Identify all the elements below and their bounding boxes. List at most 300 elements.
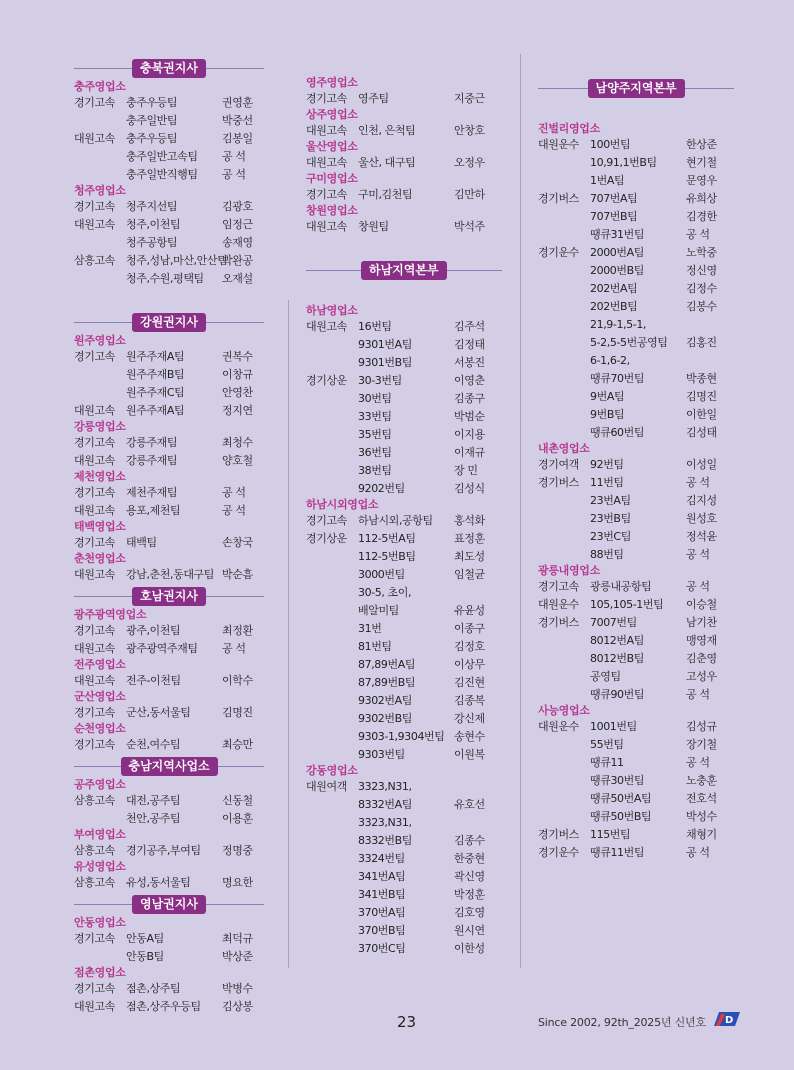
office-title: 전주영업소 — [74, 658, 126, 671]
staff-row — [306, 390, 502, 408]
manager-cell: 곽신영 — [454, 870, 485, 883]
team-cell: 충주우등팀 — [126, 132, 178, 145]
staff-row — [306, 122, 502, 140]
kd-logo-icon — [714, 1012, 740, 1026]
team-cell: 9번A팀 — [590, 390, 625, 403]
team-cell: 341번B팀 — [358, 888, 406, 901]
office-title: 원주영업소 — [74, 334, 126, 347]
office-title: 태백영업소 — [74, 520, 126, 533]
manager-cell: 김봉수 — [686, 300, 717, 313]
manager-cell: 지중근 — [454, 92, 485, 105]
team-cell: 3323,N31, — [358, 780, 412, 793]
staff-row — [306, 850, 502, 868]
team-cell: 1001번팀 — [590, 720, 637, 733]
region-title: 호남권지사 — [132, 587, 206, 606]
team-cell: 땡큐60번팀 — [590, 426, 645, 439]
office-title: 순천영업소 — [74, 722, 126, 735]
team-cell: 10,91,1번B팀 — [590, 156, 657, 169]
team-cell: 2000번B팀 — [590, 264, 644, 277]
team-cell: 원주주재A팀 — [126, 404, 185, 417]
manager-cell: 원성호 — [686, 512, 717, 525]
staff-row — [538, 352, 734, 370]
region-header — [306, 261, 502, 280]
team-cell: 30번팀 — [358, 392, 392, 405]
company-cell: 경기버스 — [538, 616, 579, 629]
manager-cell: 장 민 — [454, 464, 478, 477]
staff-row — [74, 792, 264, 810]
manager-cell: 임철균 — [454, 568, 485, 581]
staff-row — [306, 426, 502, 444]
manager-cell: 김종구 — [454, 392, 485, 405]
manager-cell: 원시연 — [454, 924, 485, 937]
manager-cell: 박순흠 — [222, 568, 253, 581]
staff-row — [538, 492, 734, 510]
team-cell: 충주일반직행팀 — [126, 168, 198, 181]
staff-row — [306, 868, 502, 886]
staff-row — [306, 530, 502, 548]
manager-cell: 박석주 — [454, 220, 485, 233]
office-title: 상주영업소 — [306, 108, 358, 121]
staff-row — [306, 638, 502, 656]
staff-row — [538, 632, 734, 650]
manager-cell: 송재영 — [222, 236, 253, 249]
staff-row — [306, 318, 502, 336]
staff-row — [74, 270, 264, 288]
staff-row — [74, 704, 264, 722]
staff-row — [538, 388, 734, 406]
manager-cell: 유윤성 — [454, 604, 485, 617]
team-cell: 30-3번팀 — [358, 374, 402, 387]
team-cell: 88번팀 — [590, 548, 624, 561]
company-cell: 대원고속 — [306, 320, 347, 333]
staff-row — [538, 154, 734, 172]
manager-cell: 김상봉 — [222, 1000, 253, 1013]
staff-row — [538, 826, 734, 844]
company-cell: 대원고속 — [74, 504, 115, 517]
manager-cell: 공 석 — [686, 756, 710, 769]
column-divider-left — [288, 300, 289, 968]
team-cell: 105,105-1번팀 — [590, 598, 664, 611]
team-cell: 21,9-1,5-1, — [590, 318, 647, 331]
staff-row — [74, 622, 264, 640]
manager-cell: 박중선 — [222, 114, 253, 127]
office-title: 하남시외영업소 — [306, 498, 379, 511]
manager-cell: 최승만 — [222, 738, 253, 751]
manager-cell: 김정호 — [454, 640, 485, 653]
manager-cell: 고성우 — [686, 670, 717, 683]
team-cell: 87,89번B팀 — [358, 676, 416, 689]
manager-cell: 이한일 — [686, 408, 717, 421]
company-cell: 대원고속 — [74, 404, 115, 417]
office-title: 강동영업소 — [306, 764, 358, 777]
staff-row — [74, 112, 264, 130]
team-cell: 23번A팀 — [590, 494, 631, 507]
team-cell: 땡큐50번A팀 — [590, 792, 652, 805]
manager-cell: 김정수 — [686, 282, 717, 295]
team-cell: 안동B팀 — [126, 950, 164, 963]
team-cell: 땡큐30번팀 — [590, 774, 645, 787]
team-cell: 청주,수원,평택팀 — [126, 272, 204, 285]
company-cell: 대원고속 — [306, 124, 347, 137]
staff-row — [74, 166, 264, 184]
manager-cell: 맹영재 — [686, 634, 717, 647]
manager-cell: 공 석 — [222, 168, 246, 181]
staff-row — [74, 130, 264, 148]
staff-row — [538, 262, 734, 280]
company-cell: 경기고속 — [306, 188, 347, 201]
office-title: 유성영업소 — [74, 860, 126, 873]
manager-cell: 최도성 — [454, 550, 485, 563]
team-cell: 제천주재팀 — [126, 486, 178, 499]
manager-cell: 박완공 — [222, 254, 253, 267]
staff-row — [538, 244, 734, 262]
team-cell: 창원팀 — [358, 220, 389, 233]
staff-row — [306, 462, 502, 480]
manager-cell: 권복수 — [222, 350, 253, 363]
team-cell: 용포,제천팀 — [126, 504, 181, 517]
office-title: 내촌영업소 — [538, 442, 590, 455]
team-cell: 청주지선팀 — [126, 200, 178, 213]
manager-cell: 남기찬 — [686, 616, 717, 629]
company-cell: 대원고속 — [306, 156, 347, 169]
manager-cell: 최청수 — [222, 436, 253, 449]
manager-cell: 이창규 — [222, 368, 253, 381]
office-title: 부여영업소 — [74, 828, 126, 841]
office-title: 하남영업소 — [306, 304, 358, 317]
manager-cell: 강신제 — [454, 712, 485, 725]
team-cell: 점촌,상주팀 — [126, 982, 181, 995]
team-cell: 31번 — [358, 622, 382, 635]
staff-row — [306, 746, 502, 764]
office-title: 충주영업소 — [74, 80, 126, 93]
manager-cell: 이성일 — [686, 458, 717, 471]
staff-row — [538, 316, 734, 334]
staff-row — [538, 456, 734, 474]
team-cell: 군산,동서울팀 — [126, 706, 191, 719]
team-cell: 인천, 은척팀 — [358, 124, 416, 137]
team-cell: 천안,공주팀 — [126, 812, 181, 825]
team-cell: 115번팀 — [590, 828, 631, 841]
company-cell: 경기여객 — [538, 458, 579, 471]
team-cell: 370번A팀 — [358, 906, 406, 919]
manager-cell: 노학중 — [686, 246, 717, 259]
manager-cell: 김성태 — [686, 426, 717, 439]
staff-row — [538, 718, 734, 736]
manager-cell: 노충훈 — [686, 774, 717, 787]
staff-row — [538, 510, 734, 528]
team-cell: 8012번A팀 — [590, 634, 644, 647]
team-cell: 원주주재A팀 — [126, 350, 185, 363]
region-header — [74, 313, 264, 332]
manager-cell: 손창국 — [222, 536, 253, 549]
staff-row — [306, 548, 502, 566]
company-cell: 경기고속 — [74, 350, 115, 363]
company-cell: 대원고속 — [306, 220, 347, 233]
staff-row — [74, 434, 264, 452]
team-cell: 3323,N31, — [358, 816, 412, 829]
office-title: 제천영업소 — [74, 470, 126, 483]
staff-row — [74, 216, 264, 234]
team-cell: 원주주재C팀 — [126, 386, 185, 399]
team-cell: 11번팀 — [590, 476, 624, 489]
team-cell: 6-1,6-2, — [590, 354, 630, 367]
team-cell: 112-5번A팀 — [358, 532, 416, 545]
staff-row — [538, 686, 734, 704]
manager-cell: 이영춘 — [454, 374, 485, 387]
staff-row — [538, 650, 734, 668]
team-cell: 배알미팀 — [358, 604, 399, 617]
staff-row — [74, 672, 264, 690]
team-cell: 땡큐11번팀 — [590, 846, 645, 859]
team-cell: 땡큐50번B팀 — [590, 810, 652, 823]
staff-row — [74, 842, 264, 860]
team-cell: 2000번A팀 — [590, 246, 644, 259]
team-cell: 92번팀 — [590, 458, 624, 471]
staff-row — [74, 998, 264, 1016]
manager-cell: 김홍진 — [686, 336, 717, 349]
staff-row — [74, 94, 264, 112]
team-cell: 5-2,5-5번공영팀 — [590, 336, 668, 349]
team-cell: 33번팀 — [358, 410, 392, 423]
manager-cell: 김성식 — [454, 482, 485, 495]
team-cell: 8012번B팀 — [590, 652, 644, 665]
office-title: 광릉내영업소 — [538, 564, 600, 577]
staff-row — [306, 336, 502, 354]
manager-cell: 김명진 — [686, 390, 717, 403]
spacer — [538, 100, 734, 122]
manager-cell: 전호석 — [686, 792, 717, 805]
office-title: 구미영업소 — [306, 172, 358, 185]
company-cell: 경기고속 — [74, 624, 115, 637]
team-cell: 16번팀 — [358, 320, 392, 333]
staff-row — [538, 772, 734, 790]
team-cell: 땡큐31번팀 — [590, 228, 645, 241]
spacer — [538, 54, 734, 76]
company-cell: 대원고속 — [74, 1000, 115, 1013]
company-cell: 경기고속 — [306, 92, 347, 105]
company-cell: 대원운수 — [538, 598, 579, 611]
region-header — [74, 59, 264, 78]
company-cell: 대원운수 — [538, 138, 579, 151]
manager-cell: 공 석 — [686, 580, 710, 593]
manager-cell: 정지연 — [222, 404, 253, 417]
team-cell: 충주일반팀 — [126, 114, 178, 127]
team-cell: 경기공주,부여팀 — [126, 844, 201, 857]
staff-row — [306, 922, 502, 940]
staff-row — [74, 384, 264, 402]
company-cell: 대원고속 — [74, 642, 115, 655]
company-cell: 대원고속 — [74, 132, 115, 145]
staff-row — [74, 148, 264, 166]
manager-cell: 채형기 — [686, 828, 717, 841]
staff-row — [538, 334, 734, 352]
company-cell: 대원고속 — [74, 218, 115, 231]
company-cell: 경기고속 — [74, 738, 115, 751]
staff-row — [74, 566, 264, 584]
office-title: 진벌리영업소 — [538, 122, 600, 135]
team-cell: 구미,김천팀 — [358, 188, 413, 201]
team-cell: 강릉주재팀 — [126, 454, 178, 467]
staff-row — [538, 528, 734, 546]
staff-row — [306, 710, 502, 728]
staff-row — [306, 832, 502, 850]
office-title: 청주영업소 — [74, 184, 126, 197]
manager-cell: 정신영 — [686, 264, 717, 277]
staff-row — [306, 602, 502, 620]
manager-cell: 이용훈 — [222, 812, 253, 825]
team-cell: 9번B팀 — [590, 408, 625, 421]
office-title: 영주영업소 — [306, 76, 358, 89]
manager-cell: 김정태 — [454, 338, 485, 351]
manager-cell: 김진현 — [454, 676, 485, 689]
team-cell: 9302번A팀 — [358, 694, 412, 707]
manager-cell: 정석윤 — [686, 530, 717, 543]
manager-cell: 김명진 — [222, 706, 253, 719]
spacer — [74, 288, 264, 310]
region-title: 남양주지역본부 — [588, 79, 685, 98]
office-title: 창원영업소 — [306, 204, 358, 217]
staff-row — [538, 136, 734, 154]
team-cell: 7007번팀 — [590, 616, 637, 629]
team-cell: 1번A팀 — [590, 174, 625, 187]
company-cell: 경기고속 — [74, 486, 115, 499]
company-cell: 삼흥고속 — [74, 254, 115, 267]
staff-row — [306, 354, 502, 372]
team-cell: 87,89번A팀 — [358, 658, 416, 671]
team-cell: 강남,춘천,동대구팀 — [126, 568, 215, 581]
company-cell: 경기고속 — [74, 932, 115, 945]
manager-cell: 김봉일 — [222, 132, 253, 145]
manager-cell: 이종구 — [454, 622, 485, 635]
staff-row — [538, 208, 734, 226]
staff-row — [74, 198, 264, 216]
column-3 — [538, 54, 734, 862]
company-cell: 대원고속 — [74, 568, 115, 581]
team-cell: 370번B팀 — [358, 924, 406, 937]
staff-row — [538, 172, 734, 190]
manager-cell: 홍석화 — [454, 514, 485, 527]
staff-row — [538, 474, 734, 492]
team-cell: 순천,여수팀 — [126, 738, 181, 751]
staff-row — [74, 452, 264, 470]
office-title: 사능영업소 — [538, 704, 590, 717]
staff-row — [74, 930, 264, 948]
office-title: 안동영업소 — [74, 916, 126, 929]
staff-row — [306, 480, 502, 498]
team-cell: 8332번A팀 — [358, 798, 412, 811]
svg-text:D: D — [725, 1015, 734, 1026]
staff-row — [74, 502, 264, 520]
manager-cell: 정명중 — [222, 844, 253, 857]
team-cell: 370번C팀 — [358, 942, 406, 955]
region-header — [74, 757, 264, 776]
staff-row — [74, 640, 264, 658]
region-header — [74, 587, 264, 606]
team-cell: 영주팀 — [358, 92, 389, 105]
team-cell: 광주광역주재팀 — [126, 642, 198, 655]
company-cell: 경기고속 — [74, 200, 115, 213]
manager-cell: 박종현 — [686, 372, 717, 385]
company-cell: 대원운수 — [538, 720, 579, 733]
manager-cell: 이상무 — [454, 658, 485, 671]
staff-row — [306, 904, 502, 922]
company-cell: 삼흥고속 — [74, 794, 115, 807]
manager-cell: 공 석 — [222, 642, 246, 655]
team-cell: 땡큐11 — [590, 756, 624, 769]
manager-cell: 현기철 — [686, 156, 717, 169]
team-cell: 23번B팀 — [590, 512, 631, 525]
manager-cell: 박범순 — [454, 410, 485, 423]
staff-row — [538, 596, 734, 614]
company-cell: 경기운수 — [538, 246, 579, 259]
team-cell: 땡큐90번팀 — [590, 688, 645, 701]
issue-label: Since 2002, 92th_2025년 신년호 — [538, 1016, 706, 1029]
manager-cell: 이한성 — [454, 942, 485, 955]
manager-cell: 오정우 — [454, 156, 485, 169]
manager-cell: 장기철 — [686, 738, 717, 751]
spacer — [306, 236, 502, 258]
office-title: 울산영업소 — [306, 140, 358, 153]
region-title: 강원권지사 — [132, 313, 206, 332]
office-title: 강릉영업소 — [74, 420, 126, 433]
manager-cell: 권영훈 — [222, 96, 253, 109]
manager-cell: 김춘영 — [686, 652, 717, 665]
company-cell: 삼흥고속 — [74, 844, 115, 857]
manager-cell: 이지용 — [454, 428, 485, 441]
manager-cell: 임정근 — [222, 218, 253, 231]
staff-row — [306, 620, 502, 638]
staff-row — [306, 154, 502, 172]
staff-row — [306, 728, 502, 746]
page-number: 23 — [397, 1013, 417, 1031]
team-cell: 36번팀 — [358, 446, 392, 459]
manager-cell: 김지성 — [686, 494, 717, 507]
team-cell: 707번A팀 — [590, 192, 638, 205]
team-cell: 9302번B팀 — [358, 712, 412, 725]
team-cell: 충주우등팀 — [126, 96, 178, 109]
team-cell: 81번팀 — [358, 640, 392, 653]
manager-cell: 공 석 — [222, 150, 246, 163]
staff-row — [74, 736, 264, 754]
manager-cell: 공 석 — [686, 846, 710, 859]
team-cell: 9202번팀 — [358, 482, 405, 495]
team-cell: 청주,성남,마산,안산팀 — [126, 254, 228, 267]
staff-row — [538, 736, 734, 754]
company-cell: 경기운수 — [538, 846, 579, 859]
staff-row — [306, 186, 502, 204]
company-cell: 대원고속 — [74, 454, 115, 467]
company-cell: 경기고속 — [538, 580, 579, 593]
manager-cell: 표정훈 — [454, 532, 485, 545]
staff-row — [538, 226, 734, 244]
team-cell: 광릉내공항팀 — [590, 580, 652, 593]
team-cell: 유성,동서울팀 — [126, 876, 191, 889]
staff-row — [538, 578, 734, 596]
manager-cell: 김경한 — [686, 210, 717, 223]
team-cell: 8332번B팀 — [358, 834, 412, 847]
spacer — [306, 282, 502, 304]
office-title: 군산영업소 — [74, 690, 126, 703]
team-cell: 202번A팀 — [590, 282, 638, 295]
team-cell: 하남시외,공항팀 — [358, 514, 433, 527]
manager-cell: 김호영 — [454, 906, 485, 919]
staff-row — [306, 940, 502, 958]
manager-cell: 신동철 — [222, 794, 253, 807]
manager-cell: 안영찬 — [222, 386, 253, 399]
staff-row — [74, 810, 264, 828]
team-cell: 9303번팀 — [358, 748, 405, 761]
manager-cell: 문영우 — [686, 174, 717, 187]
